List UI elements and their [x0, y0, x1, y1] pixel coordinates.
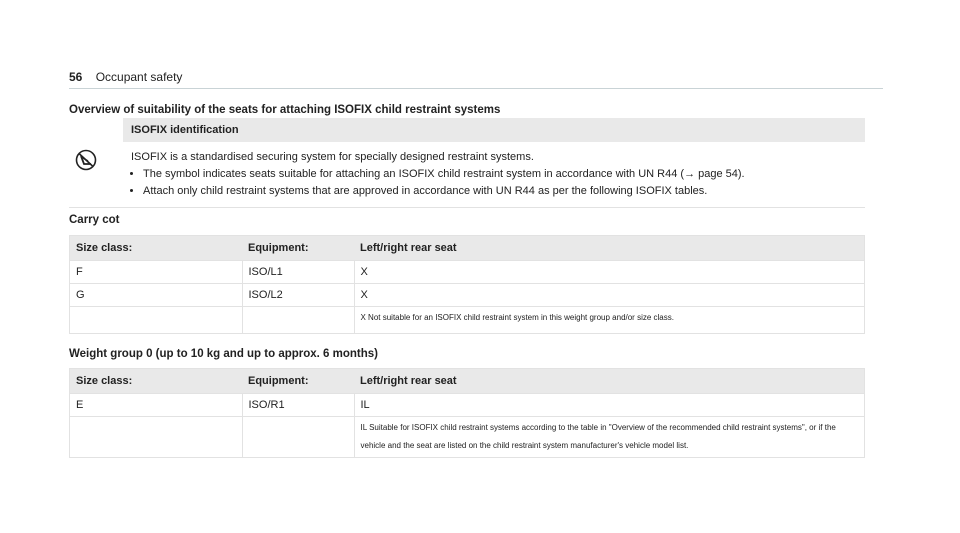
table-row [70, 394, 865, 417]
column-header: Left/right rear seat [354, 236, 865, 261]
page-header [69, 70, 182, 84]
isofix-identification-header: ISOFIX identification [123, 118, 865, 142]
size-class-cell: G [70, 284, 243, 307]
carry-cot-title: Carry cot [69, 214, 120, 226]
isofix-bullets [131, 166, 857, 200]
rear-seat-cell: X [354, 261, 865, 284]
page-number: 56 [69, 70, 83, 84]
equipment-cell: ISO/R1 [242, 394, 354, 417]
rear-seat-cell: IL [354, 394, 865, 417]
header-divider [69, 88, 883, 89]
footnote: X Not suitable for an ISOFIX child restraint system in this weight group and/or size class. [354, 307, 865, 334]
size-class-cell: E [70, 394, 243, 417]
equipment-cell: ISO/L1 [242, 261, 354, 284]
bullet-item: • The symbol indicates seats suitable for attaching an ISOFIX child restraint system in accordance with UN R44 (→ page 54). [143, 166, 857, 183]
equipment-cell: ISO/L2 [242, 284, 354, 307]
isofix-description: ISOFIX is a standardised securing system for specially designed restraint systems. [131, 151, 534, 163]
size-class-cell: F [70, 261, 243, 284]
column-header: Size class: [70, 369, 243, 394]
table-row [70, 417, 865, 458]
footnote: IL Suitable for ISOFIX child restraint systems according to the table in "Overview of the recommended child restraint systems", or if the vehicle and the seat are listed on the child restraint system manufacturer's vehicle model list. [354, 417, 865, 458]
column-header: Left/right rear seat [354, 369, 865, 394]
column-header: Equipment: [242, 369, 354, 394]
weight-group-title: Weight group 0 (up to 10 kg and up to approx. 6 months) [69, 348, 379, 360]
isofix-child-seat-icon [75, 149, 97, 171]
column-header: Size class: [70, 236, 243, 261]
table-row [70, 307, 865, 334]
bullet-item: • Attach only child restraint systems that are approved in accordance with UN R44 as per the following ISOFIX tables. [143, 183, 857, 200]
table-row [70, 261, 865, 284]
rear-seat-cell: X [354, 284, 865, 307]
isofix-identification-table [69, 118, 865, 208]
overview-title: Overview of suitability of the seats for attaching ISOFIX child restraint systems [69, 104, 501, 116]
section-title: Occupant safety [95, 70, 183, 84]
carry-cot-table [69, 235, 865, 334]
table-row [70, 284, 865, 307]
weight-group-table [69, 368, 865, 458]
column-header: Equipment: [242, 236, 354, 261]
